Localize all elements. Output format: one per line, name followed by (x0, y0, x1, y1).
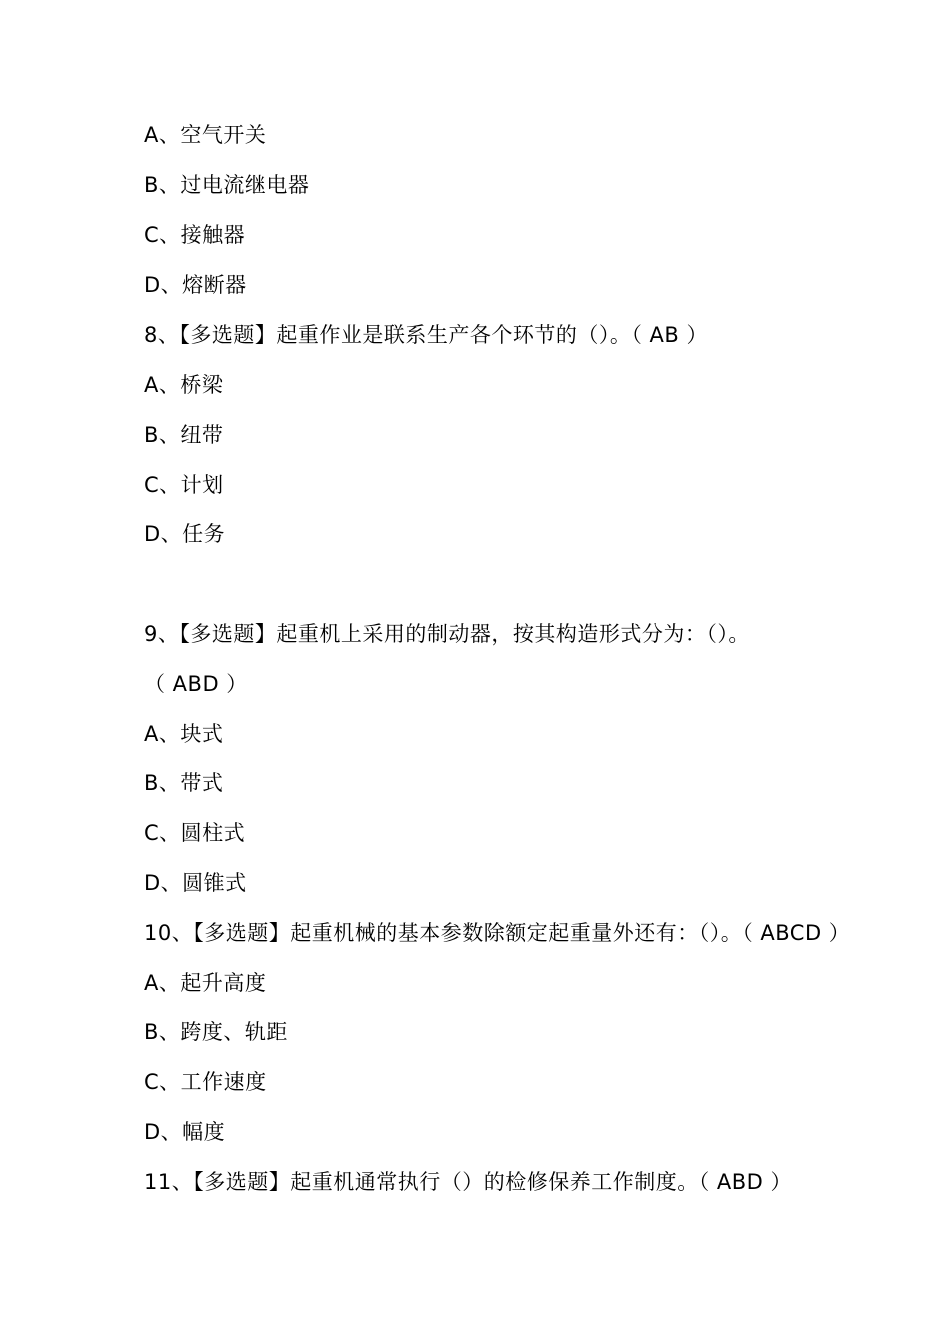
q8-option-d: D、任务 (144, 522, 226, 546)
q7-option-b: B、过电流继电器 (144, 173, 310, 197)
q10-option-b: B、跨度、轨距 (144, 1020, 288, 1044)
q9-option-a: A、块式 (144, 722, 224, 746)
q9-option-c: C、圆柱式 (144, 821, 246, 845)
q8-question: 8、【多选题】起重作业是联系生产各个环节的（）。（ AB ） (144, 323, 708, 347)
q10-option-c: C、工作速度 (144, 1070, 267, 1094)
q7-option-c: C、接触器 (144, 223, 246, 247)
q9-option-b: B、带式 (144, 771, 224, 795)
q9-answer: （ ABD ） (144, 672, 248, 696)
q8-option-a: A、桥梁 (144, 373, 224, 397)
q10-option-a: A、起升高度 (144, 971, 267, 995)
q7-option-a: A、空气开关 (144, 123, 267, 147)
q11-question: 11、【多选题】起重机通常执行（）的检修保养工作制度。（ ABD ） (144, 1170, 793, 1194)
q8-option-c: C、计划 (144, 473, 224, 497)
q10-question: 10、【多选题】起重机械的基本参数除额定起重量外还有：（）。（ ABCD ） (144, 921, 851, 945)
q9-option-d: D、圆锥式 (144, 871, 247, 895)
q8-option-b: B、纽带 (144, 423, 224, 447)
q10-option-d: D、幅度 (144, 1120, 226, 1144)
q7-option-d: D、熔断器 (144, 273, 247, 297)
q9-question: 9、【多选题】起重机上采用的制动器，按其构造形式分为：（）。 (144, 622, 750, 646)
